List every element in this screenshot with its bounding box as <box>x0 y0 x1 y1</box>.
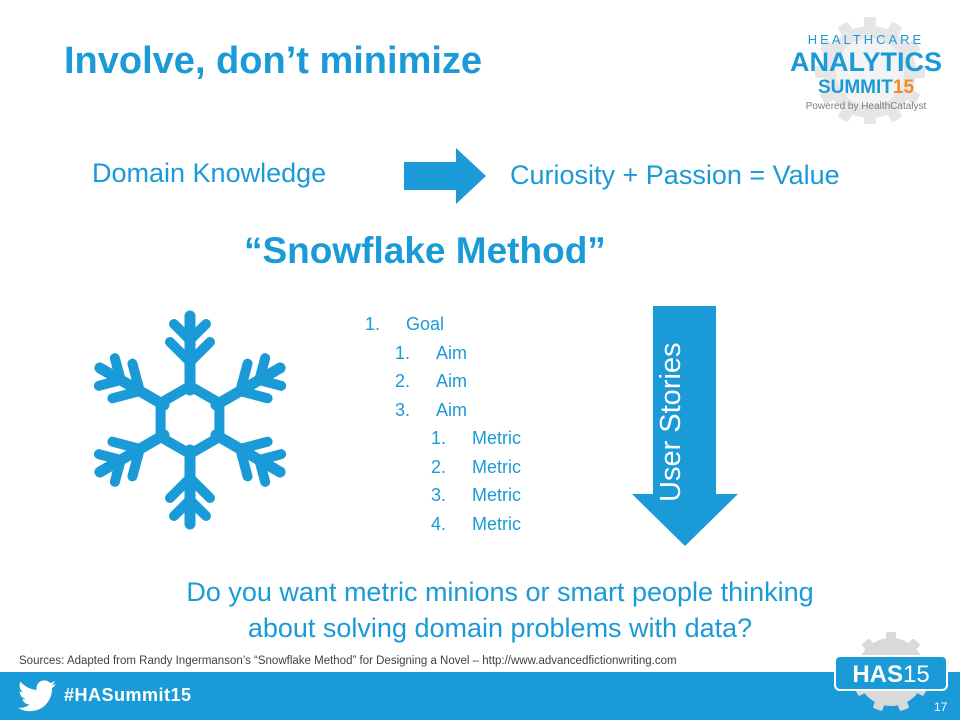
list-text: Metric <box>472 456 521 477</box>
user-stories-label: User Stories <box>655 342 687 502</box>
list-number: 2. <box>395 371 411 391</box>
list-number: 1. <box>365 314 381 334</box>
summit-logo <box>778 14 954 124</box>
list-number: 3. <box>395 399 411 420</box>
logo-healthcare-text: HEALTHCARE <box>807 32 925 47</box>
list-number: 2. <box>431 456 447 477</box>
twitter-bird-icon <box>18 680 56 712</box>
list-text: Metric <box>472 485 521 505</box>
logo-summit-word: SUMMIT <box>817 77 893 98</box>
list-text: Goal <box>406 314 445 334</box>
list-item <box>355 310 521 339</box>
logo-analytics-text: ANALYTICS <box>789 47 943 77</box>
sources-note: Sources: Adapted from Randy Ingermanson’s “Snowflake Method” for Designing a Novel – http://www.advancedfictionwriting.com <box>19 655 677 667</box>
list-text: Metric <box>472 513 521 534</box>
list-item <box>355 367 521 396</box>
closing-question <box>0 574 960 646</box>
badge-year-text: 15 <box>902 661 930 688</box>
list-number: 1. <box>395 342 411 363</box>
method-title: “Snowflake Method” <box>244 230 606 271</box>
question-line-2: about solving domain problems with data? <box>247 613 753 643</box>
page-number: 17 <box>934 700 948 714</box>
logo-summit-text <box>778 77 954 99</box>
has15-badge-text <box>842 661 940 689</box>
list-item <box>355 396 521 425</box>
value-equation-label: Curiosity + Passion = Value <box>510 160 840 190</box>
list-item <box>355 424 521 453</box>
snowflake-outline-list <box>355 310 521 538</box>
snowflake-icon <box>90 305 290 535</box>
badge-has-text: HAS <box>852 661 903 688</box>
list-text: Aim <box>436 399 467 420</box>
logo-powered-by: Powered by HealthCatalyst <box>805 101 927 112</box>
arrow-right-icon <box>404 148 486 204</box>
list-number: 4. <box>431 513 447 534</box>
summit-hashtag: #HASummit15 <box>64 685 192 705</box>
question-line-1: Do you want metric minions or smart people thinking <box>186 577 814 607</box>
list-item <box>355 510 521 539</box>
domain-knowledge-label: Domain Knowledge <box>92 158 327 188</box>
list-text: Aim <box>436 342 467 363</box>
list-text: Metric <box>472 428 521 448</box>
logo-summit-year: 15 <box>892 77 915 98</box>
list-item <box>355 453 521 482</box>
list-number: 3. <box>431 485 447 505</box>
list-item <box>355 481 521 510</box>
slide-title: Involve, don’t minimize <box>64 40 483 82</box>
list-item <box>355 339 521 368</box>
list-number: 1. <box>431 428 447 448</box>
list-text: Aim <box>436 371 467 391</box>
